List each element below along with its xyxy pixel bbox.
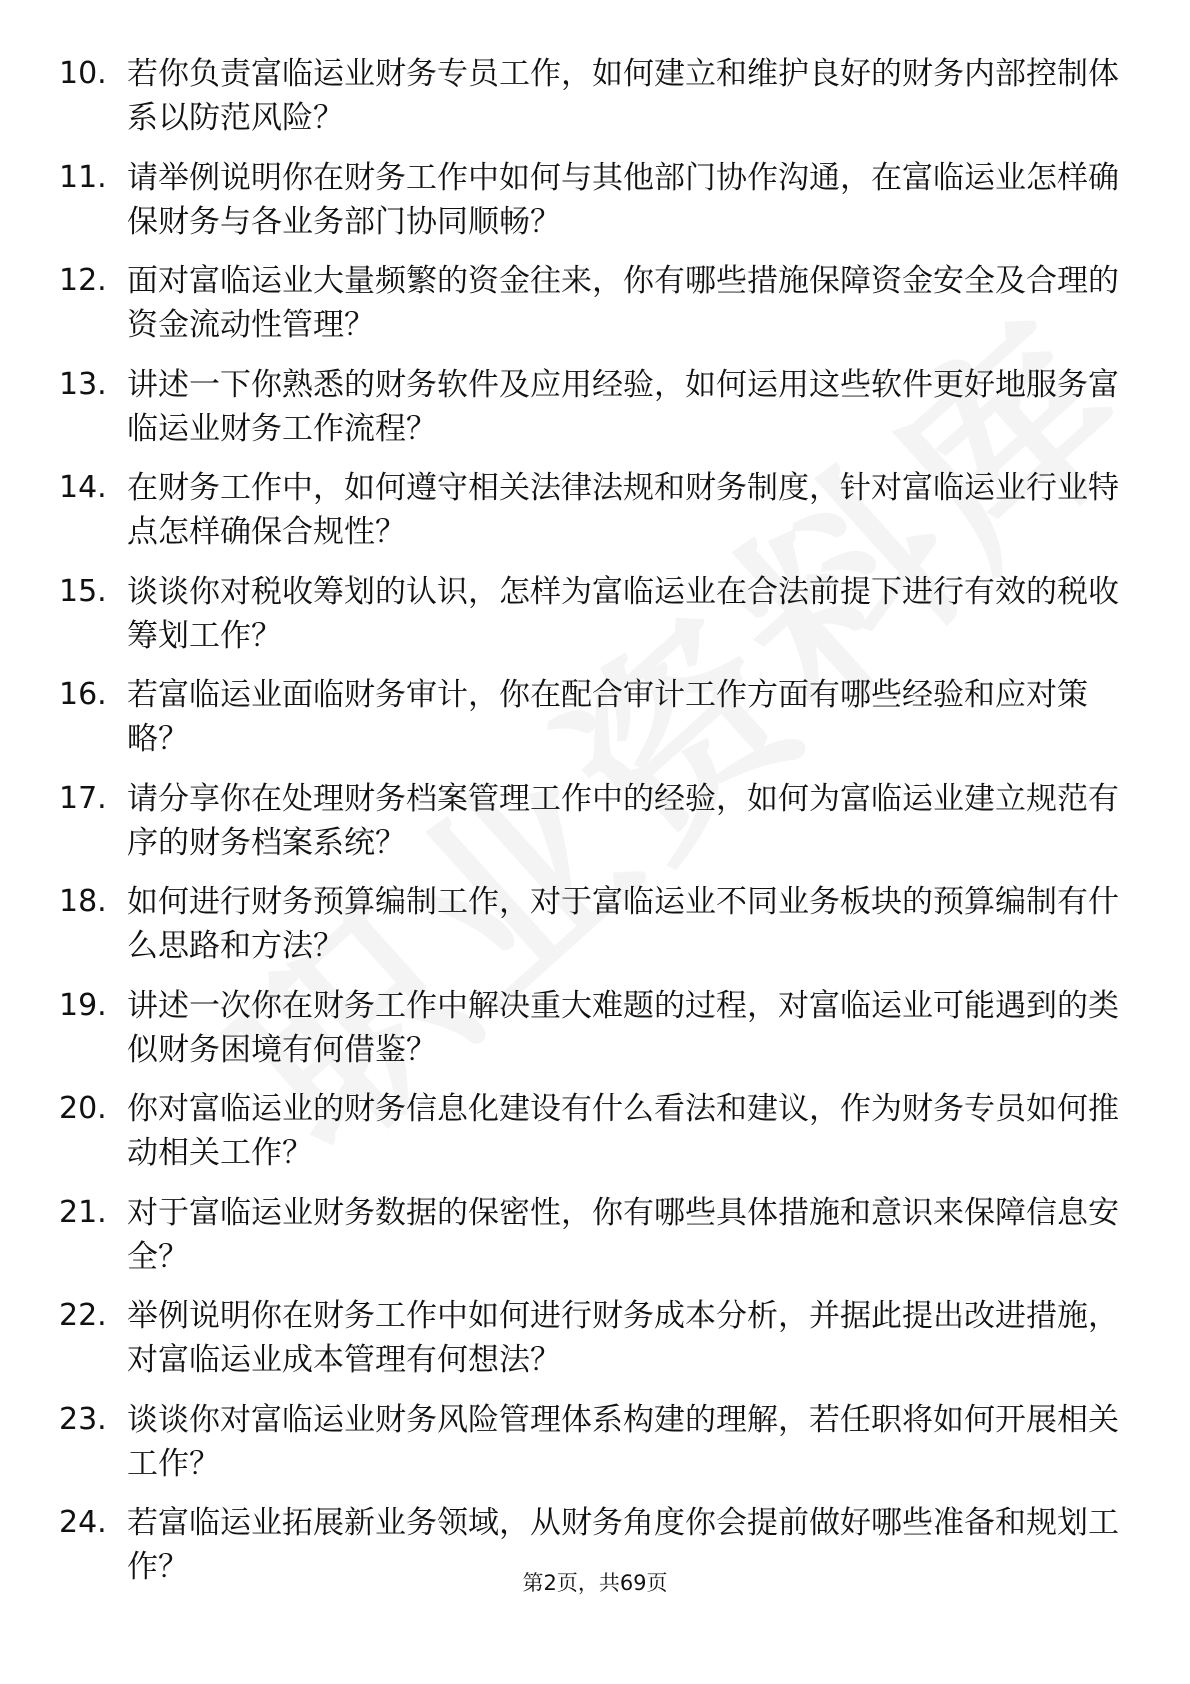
question-number: 24.	[59, 1505, 107, 1540]
list-item	[0, 880, 1190, 984]
page-indicator: 第2页，共69页	[522, 1571, 668, 1595]
question-number: 10.	[59, 56, 107, 91]
question-text: 举例说明你在财务工作中如何进行财务成本分析，并据此提出改进措施，对富临运业成本管理有何想法？	[127, 1298, 1119, 1378]
question-number: 15.	[59, 573, 107, 609]
question-text: 若富临运业拓展新业务领域，从财务角度你会提前做好哪些准备和规划工作？	[127, 1505, 1119, 1585]
question-number: 14.	[59, 470, 107, 505]
list-item	[0, 363, 1190, 467]
question-number: 13.	[59, 366, 107, 402]
page-footer	[0, 1568, 1190, 1598]
list-item	[0, 673, 1190, 777]
question-text: 对于富临运业财务数据的保密性，你有哪些具体措施和意识来保障信息安全？	[127, 1194, 1119, 1275]
question-number: 20.	[59, 1091, 107, 1126]
question-number: 18.	[59, 884, 107, 919]
question-text: 面对富临运业大量频繁的资金往来，你有哪些措施保障资金安全及合理的资金流动性管理？	[127, 263, 1119, 343]
question-text: 请分享你在处理财务档案管理工作中的经验，如何为富临运业建立规范有序的财务档案系统？	[127, 780, 1119, 861]
list-item	[0, 1398, 1190, 1502]
list-item	[0, 259, 1190, 363]
question-number: 11.	[59, 159, 107, 195]
list-item	[0, 570, 1190, 674]
list-item	[0, 1087, 1190, 1191]
question-list	[0, 52, 1190, 1605]
question-number: 23.	[59, 1401, 107, 1437]
list-item	[0, 777, 1190, 881]
question-text: 若富临运业面临财务审计，你在配合审计工作方面有哪些经验和应对策略？	[127, 677, 1088, 757]
question-number: 12.	[59, 263, 107, 298]
question-text: 谈谈你对税收筹划的认识，怎样为富临运业在合法前提下进行有效的税收筹划工作？	[127, 573, 1119, 654]
question-text: 讲述一下你熟悉的财务软件及应用经验，如何运用这些软件更好地服务富临运业财务工作流程？	[127, 366, 1119, 447]
list-item	[0, 984, 1190, 1088]
list-item	[0, 1191, 1190, 1295]
question-number: 16.	[59, 677, 107, 712]
list-item	[0, 156, 1190, 260]
question-number: 21.	[59, 1194, 107, 1230]
question-number: 17.	[59, 780, 107, 816]
question-text: 若你负责富临运业财务专员工作，如何建立和维护良好的财务内部控制体系以防范风险？	[127, 56, 1119, 136]
list-item	[0, 52, 1190, 156]
question-text: 讲述一次你在财务工作中解决重大难题的过程，对富临运业可能遇到的类似财务困境有何借鉴？	[127, 987, 1119, 1068]
question-text: 在财务工作中，如何遵守相关法律法规和财务制度，针对富临运业行业特点怎样确保合规性？	[127, 470, 1119, 550]
question-number: 19.	[59, 987, 107, 1023]
question-text: 如何进行财务预算编制工作，对于富临运业不同业务板块的预算编制有什么思路和方法？	[127, 884, 1119, 964]
list-item	[0, 466, 1190, 570]
question-text: 谈谈你对富临运业财务风险管理体系构建的理解，若任职将如何开展相关工作？	[127, 1401, 1119, 1482]
question-number: 22.	[59, 1298, 107, 1333]
question-text: 你对富临运业的财务信息化建设有什么看法和建议，作为财务专员如何推动相关工作？	[127, 1091, 1119, 1171]
list-item	[0, 1294, 1190, 1398]
question-text: 请举例说明你在财务工作中如何与其他部门协作沟通，在富临运业怎样确保财务与各业务部门协同顺畅？	[127, 159, 1119, 240]
